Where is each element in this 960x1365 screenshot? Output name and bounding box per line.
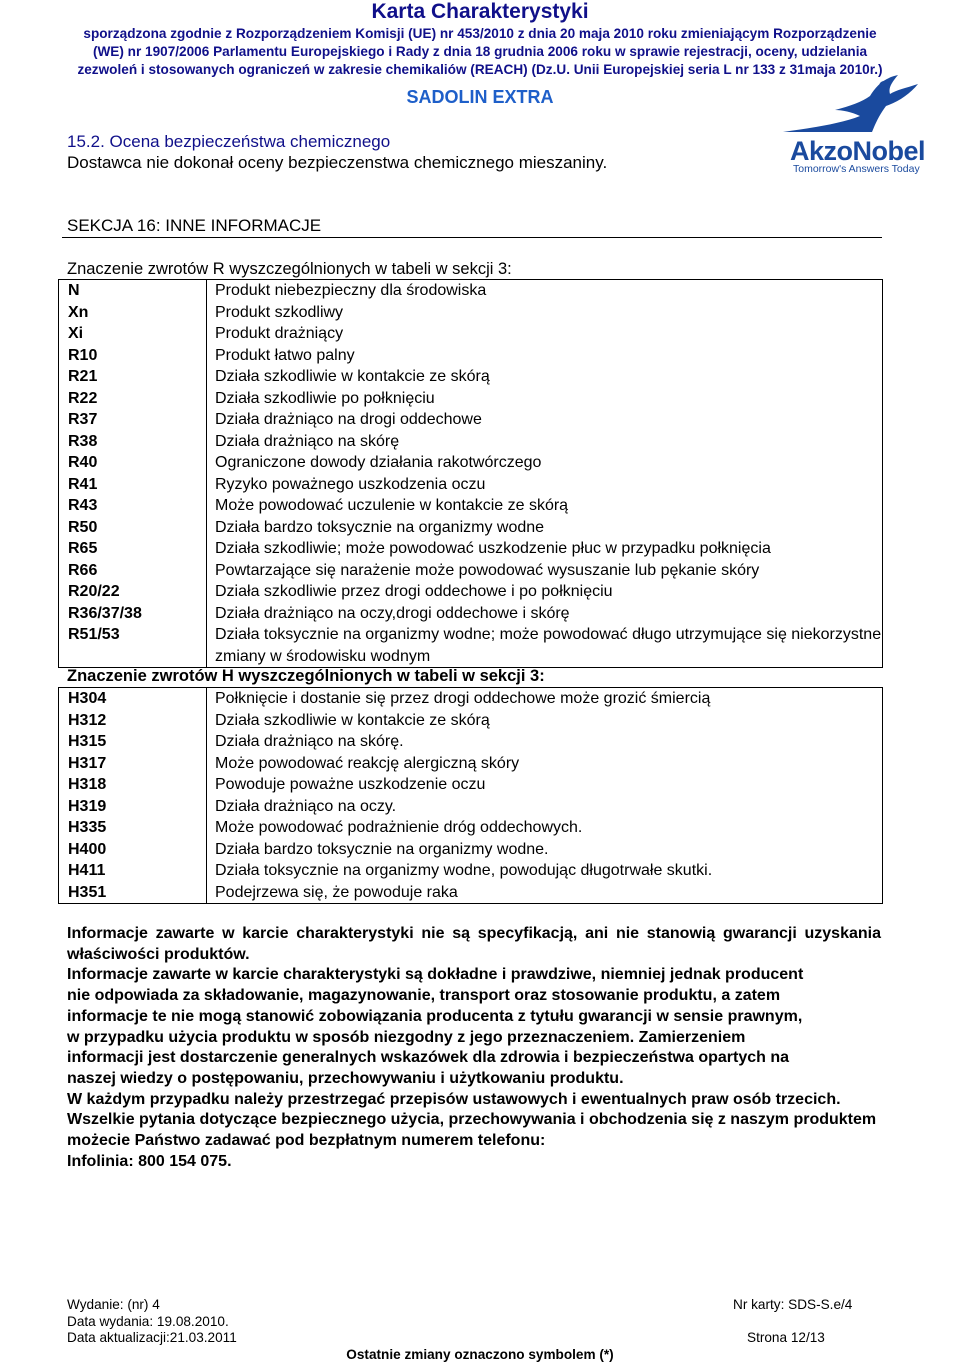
phrase-code: R37: [59, 409, 207, 431]
phrase-code: R41: [59, 474, 207, 496]
table-row: [59, 323, 883, 345]
table-row: [59, 796, 883, 818]
phrase-code: R40: [59, 452, 207, 474]
phrase-code: R20/22: [59, 581, 207, 603]
r-phrases-table: [58, 279, 883, 668]
phrase-code: H312: [59, 710, 207, 732]
info-paragraph: W każdym przypadku należy przestrzegać przepisów ustawowych i ewentualnych praw osób trzecich.: [67, 1090, 841, 1108]
phrase-description: Produkt drażniący: [207, 323, 883, 345]
table-row: [59, 581, 883, 603]
table-row: [59, 731, 883, 753]
page-number: Strona 12/13: [747, 1330, 825, 1345]
logo-tagline: Tomorrow's Answers Today: [793, 163, 920, 175]
phrase-description: Działa szkodliwie w kontakcie ze skórą: [207, 366, 883, 388]
phrase-description: Działa bardzo toksycznie na organizmy wodne.: [207, 839, 883, 861]
section-16-title: SEKCJA 16: INNE INFORMACJE: [67, 216, 322, 235]
section-15-2-heading: 15.2. Ocena bezpieczeństwa chemicznego: [67, 132, 391, 151]
info-paragraph: Informacje zawarte w karcie charakterystyki są dokładne i prawdziwe, niemniej jednak producent nie odpowiada za składowanie, magazynowanie, transport oraz stosowanie produktu, a zatem informacje te nie mogą stanowić zobowiązania producenta z tytułu gwarancji w sensie prawnym, w przypadku użycia produktu w sposób niezgodny z jego przeznaczeniem. Zamierzeniem informacji jest dostarczenie generalnych wskazówek dla zdrowia i bezpieczeństwa opartych na naszej wiedzy o postępowaniu, przechowywaniu i użytkowaniu produktu.: [67, 966, 804, 1087]
disclaimer-block: [67, 924, 881, 1172]
phrase-description: Produkt szkodliwy: [207, 302, 883, 324]
edition-number: Wydanie: (nr) 4: [67, 1297, 160, 1312]
table-row: [59, 882, 883, 904]
phrase-description: Powoduje poważne uszkodzenie oczu: [207, 774, 883, 796]
phrase-code: H304: [59, 688, 207, 710]
regulation-line-3: zezwoleń i stosowanych ograniczeń w zakresie chemikaliów (REACH) (Dz.U. Unii Europejskiej seria L nr 133 z 31maja 2010r.): [77, 62, 883, 77]
table-row: [59, 302, 883, 324]
table-row: [59, 688, 883, 710]
phrase-description: Działa bardzo toksycznie na organizmy wodne: [207, 517, 883, 539]
phrase-description: Podejrzewa się, że powoduje raka: [207, 882, 883, 904]
phrase-description: Działa toksycznie na organizmy wodne; może powodować długo utrzymujące się niekorzystne zmiany w środowisku wodnym: [207, 624, 883, 668]
update-date: Data aktualizacji:21.03.2011: [67, 1330, 237, 1345]
phrase-code: H318: [59, 774, 207, 796]
phrase-code: H351: [59, 882, 207, 904]
phrase-description: Działa szkodliwie po połknięciu: [207, 388, 883, 410]
table-row: [59, 753, 883, 775]
table-row: [59, 603, 883, 625]
phrase-description: Działa drażniąco na oczy,drogi oddechowe i skórę: [207, 603, 883, 625]
phrase-description: Może powodować uczulenie w kontakcie ze skórą: [207, 495, 883, 517]
phrase-description: Produkt łatwo palny: [207, 345, 883, 367]
table-row: [59, 624, 883, 668]
divider: [62, 237, 882, 238]
issue-date: Data wydania: 19.08.2010.: [67, 1314, 229, 1329]
figure-logo-icon: [780, 72, 925, 136]
table-row: [59, 280, 883, 302]
table-row: [59, 431, 883, 453]
info-paragraph: Wszelkie pytania dotyczące bezpiecznego użycia, przechowywania i obchodzenia się z naszym produktem możecie Państwo zadawać pod bezpłatnym numerem telefonu:: [67, 1111, 877, 1150]
phrase-code: R10: [59, 345, 207, 367]
phrase-code: N: [59, 280, 207, 302]
table-row: [59, 474, 883, 496]
info-paragraph: Informacje zawarte w karcie charakterystyki nie są specyfikacją, ani nie stanowią gwarancji uzyskania właściwości produktów.: [67, 925, 881, 963]
phrase-description: Działa drażniąco na skórę: [207, 431, 883, 453]
phrase-description: Ryzyko poważnego uszkodzenia oczu: [207, 474, 883, 496]
table-row: [59, 560, 883, 582]
table-row: [59, 817, 883, 839]
phrase-code: R38: [59, 431, 207, 453]
table-row: [59, 774, 883, 796]
phrase-description: Powtarzające się narażenie może powodować wysuszanie lub pękanie skóry: [207, 560, 883, 582]
table-row: [59, 366, 883, 388]
phrase-code: H315: [59, 731, 207, 753]
phrase-description: Działa drażniąco na skórę.: [207, 731, 883, 753]
phrase-description: Działa szkodliwie w kontakcie ze skórą: [207, 710, 883, 732]
phrase-code: R43: [59, 495, 207, 517]
phrase-code: R65: [59, 538, 207, 560]
phrase-description: Działa drażniąco na drogi oddechowe: [207, 409, 883, 431]
table-row: [59, 538, 883, 560]
phrase-code: Xi: [59, 323, 207, 345]
phrase-code: R36/37/38: [59, 603, 207, 625]
document-title: Karta Charakterystyki: [371, 0, 589, 23]
phrase-description: Działa szkodliwie przez drogi oddechowe i po połknięciu: [207, 581, 883, 603]
phrase-code: R50: [59, 517, 207, 539]
phrase-code: H319: [59, 796, 207, 818]
table-row: [59, 388, 883, 410]
table-row: [59, 409, 883, 431]
phrase-description: Może powodować reakcję alergiczną skóry: [207, 753, 883, 775]
h-phrases-table: [58, 687, 883, 904]
phrase-code: H411: [59, 860, 207, 882]
phrase-description: Produkt niebezpieczny dla środowiska: [207, 280, 883, 302]
phrase-description: Działa szkodliwie; może powodować uszkodzenie płuc w przypadku połknięcia: [207, 538, 883, 560]
phrase-code: H317: [59, 753, 207, 775]
phrase-description: Połknięcie i dostanie się przez drogi oddechowe może grozić śmiercią: [207, 688, 883, 710]
table-row: [59, 495, 883, 517]
phrase-code: Xn: [59, 302, 207, 324]
table-row: [59, 839, 883, 861]
phrase-code: R21: [59, 366, 207, 388]
phrase-description: Działa toksycznie na organizmy wodne, powodując długotrwałe skutki.: [207, 860, 883, 882]
product-name: SADOLIN EXTRA: [406, 87, 554, 107]
table-row: [59, 710, 883, 732]
phrase-description: Ograniczone dowody działania rakotwórczego: [207, 452, 883, 474]
phrase-code: R22: [59, 388, 207, 410]
regulation-line-1: sporządzona zgodnie z Rozporządzeniem Komisji (UE) nr 453/2010 z dnia 20 maja 2010 roku zmieniającym Rozporządzenie: [83, 26, 877, 41]
logo-wordmark: AkzoNobel: [790, 136, 926, 166]
phrase-description: Działa drażniąco na oczy.: [207, 796, 883, 818]
table-row: [59, 452, 883, 474]
r-phrases-caption: Znaczenie zwrotów R wyszczególnionych w tabeli w sekcji 3:: [67, 260, 512, 278]
phrase-code: H400: [59, 839, 207, 861]
h-phrases-caption: Znaczenie zwrotów H wyszczególnionych w tabeli w sekcji 3:: [67, 667, 545, 685]
table-row: [59, 517, 883, 539]
section-15-2-text: Dostawca nie dokonał oceny bezpieczenstwa chemicznego mieszaniny.: [67, 153, 608, 172]
table-row: [59, 860, 883, 882]
card-number: Nr karty: SDS-S.e/4: [733, 1297, 853, 1312]
phrase-code: R51/53: [59, 624, 207, 668]
phrase-description: Może powodować podrażnienie dróg oddechowych.: [207, 817, 883, 839]
phrase-code: R66: [59, 560, 207, 582]
helpline: Infolinia: 800 154 075.: [67, 1152, 232, 1170]
changes-note: Ostatnie zmiany oznaczono symbolem (*): [346, 1347, 614, 1362]
table-row: [59, 345, 883, 367]
phrase-code: H335: [59, 817, 207, 839]
regulation-line-2: (WE) nr 1907/2006 Parlamentu Europejskiego i Rady z dnia 18 grudnia 2006 roku w sprawie rejestracji, oceny, udzielania: [92, 44, 868, 59]
